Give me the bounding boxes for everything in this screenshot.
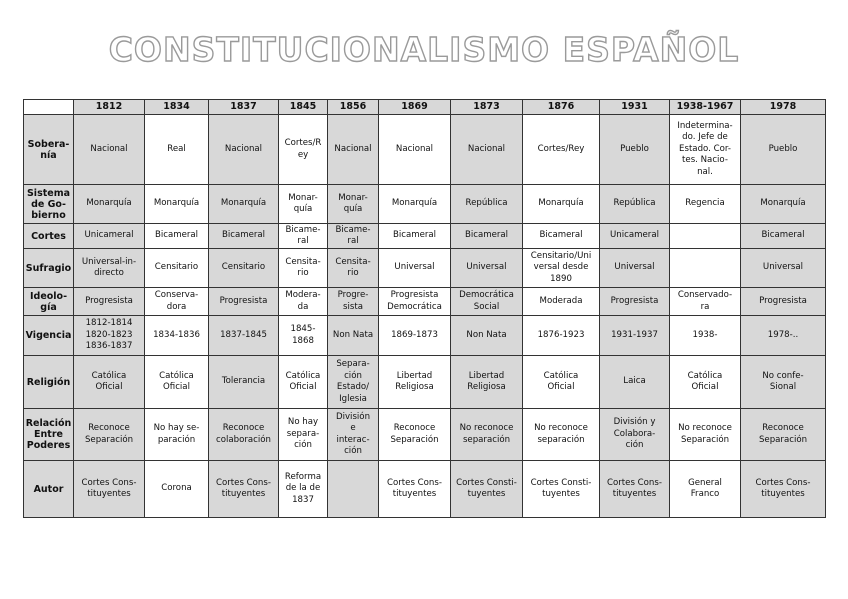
table-row-cortes bbox=[24, 224, 826, 249]
row-label-sistema: Sistema de Go- bierno bbox=[24, 185, 74, 224]
row-label-religion: Religión bbox=[24, 356, 74, 409]
constitutions-table bbox=[23, 99, 826, 518]
table-cell: 1931-1937 bbox=[600, 316, 670, 356]
page-title: CONSTITUCIONALISMO ESPAÑOL bbox=[108, 30, 740, 69]
table-cell: General Franco bbox=[670, 461, 741, 518]
table-cell: No hay separa- ción bbox=[279, 409, 328, 461]
table-cell: Reconoce Separación bbox=[379, 409, 451, 461]
table-cell: Tolerancia bbox=[209, 356, 279, 409]
table-cell: Monarquía bbox=[74, 185, 145, 224]
year-header: 1869 bbox=[379, 100, 451, 115]
table-row-sistema bbox=[24, 185, 826, 224]
year-header: 1837 bbox=[209, 100, 279, 115]
table-cell: Reconoce colaboración bbox=[209, 409, 279, 461]
table-cell bbox=[670, 249, 741, 288]
table-cell: No reconoce Separación bbox=[670, 409, 741, 461]
table-cell: Cortes Consti- tuyentes bbox=[523, 461, 600, 518]
table-cell: Libertad Religiosa bbox=[451, 356, 523, 409]
table-cell: Nacional bbox=[379, 115, 451, 185]
row-label-autor: Autor bbox=[24, 461, 74, 518]
year-header: 1876 bbox=[523, 100, 600, 115]
table-cell: Cortes Consti- tuyentes bbox=[451, 461, 523, 518]
row-label-relacion: Relación Entre Poderes bbox=[24, 409, 74, 461]
table-cell: Monarquía bbox=[145, 185, 209, 224]
table-row-vigencia bbox=[24, 316, 826, 356]
table-cell: Cortes Cons- tituyentes bbox=[74, 461, 145, 518]
table-cell: Censitario bbox=[145, 249, 209, 288]
table-cell: 1876-1923 bbox=[523, 316, 600, 356]
table-cell: No confe- Sional bbox=[741, 356, 826, 409]
table-cell: Universal bbox=[741, 249, 826, 288]
table-row-religion bbox=[24, 356, 826, 409]
table-cell: Bicame- ral bbox=[328, 224, 379, 249]
row-label-ideologia: Ideolo- gía bbox=[24, 288, 74, 316]
table-cell: Progre- sista bbox=[328, 288, 379, 316]
table-cell: Monarquía bbox=[209, 185, 279, 224]
table-cell: Universal bbox=[379, 249, 451, 288]
year-header: 1845 bbox=[279, 100, 328, 115]
table-cell: Nacional bbox=[451, 115, 523, 185]
table-cell: Progresista bbox=[209, 288, 279, 316]
table-cell: Modera- da bbox=[279, 288, 328, 316]
table-cell: Monarquía bbox=[379, 185, 451, 224]
year-header: 1938-1967 bbox=[670, 100, 741, 115]
table-cell: Nacional bbox=[209, 115, 279, 185]
table-cell: Cortes/Rey bbox=[523, 115, 600, 185]
table-cell: Regencia bbox=[670, 185, 741, 224]
table-cell: Censitario bbox=[209, 249, 279, 288]
table-cell: Bicame- ral bbox=[279, 224, 328, 249]
table-cell: Reconoce Separación bbox=[74, 409, 145, 461]
table-cell: Católica Oficial bbox=[145, 356, 209, 409]
year-header: 1856 bbox=[328, 100, 379, 115]
table-cell: No reconoce separación bbox=[451, 409, 523, 461]
table-cell: 1869-1873 bbox=[379, 316, 451, 356]
table-cell: Monarquía bbox=[523, 185, 600, 224]
table-cell: 1845- 1868 bbox=[279, 316, 328, 356]
table-cell: Monar- quía bbox=[328, 185, 379, 224]
table-cell: Indetermina- do. Jefe de Estado. Cor- tes. Nacio- nal. bbox=[670, 115, 741, 185]
table-row-soberania bbox=[24, 115, 826, 185]
table-cell: Nacional bbox=[328, 115, 379, 185]
table-cell: Non Nata bbox=[328, 316, 379, 356]
table-cell: Unicameral bbox=[74, 224, 145, 249]
table-cell: Conservado- ra bbox=[670, 288, 741, 316]
table-cell: División y Colabora- ción bbox=[600, 409, 670, 461]
year-header: 1812 bbox=[74, 100, 145, 115]
row-label-vigencia: Vigencia bbox=[24, 316, 74, 356]
table-cell bbox=[670, 224, 741, 249]
table-cell: Nacional bbox=[74, 115, 145, 185]
table-cell: Separa- ción Estado/ Iglesia bbox=[328, 356, 379, 409]
table-cell: Censita- rio bbox=[279, 249, 328, 288]
table-cell: Monarquía bbox=[741, 185, 826, 224]
year-header: 1873 bbox=[451, 100, 523, 115]
table-cell: No reconoce separación bbox=[523, 409, 600, 461]
table-cell: Cortes Cons- tituyentes bbox=[209, 461, 279, 518]
table-row-autor bbox=[24, 461, 826, 518]
table-cell: Censita- rio bbox=[328, 249, 379, 288]
table-cell: División e interac- ción bbox=[328, 409, 379, 461]
table-cell: Bicameral bbox=[379, 224, 451, 249]
table-cell: Bicameral bbox=[209, 224, 279, 249]
table-cell: Unicameral bbox=[600, 224, 670, 249]
table-cell: Reforma de la de 1837 bbox=[279, 461, 328, 518]
table-cell: Cortes Cons- tituyentes bbox=[600, 461, 670, 518]
table-cell: Libertad Religiosa bbox=[379, 356, 451, 409]
table-cell: Universal bbox=[451, 249, 523, 288]
table-cell: Moderada bbox=[523, 288, 600, 316]
table-cell: Censitario/Uni versal desde 1890 bbox=[523, 249, 600, 288]
table-cell: Bicameral bbox=[145, 224, 209, 249]
table-cell: Non Nata bbox=[451, 316, 523, 356]
table-cell: Católica Oficial bbox=[523, 356, 600, 409]
table-cell: República bbox=[600, 185, 670, 224]
corner-cell bbox=[24, 100, 74, 115]
table-cell: Democrática Social bbox=[451, 288, 523, 316]
table-row-ideologia bbox=[24, 288, 826, 316]
table-cell: Universal bbox=[600, 249, 670, 288]
table-cell: Progresista bbox=[741, 288, 826, 316]
table-cell: Cortes Cons- tituyentes bbox=[379, 461, 451, 518]
table-cell: Progresista bbox=[600, 288, 670, 316]
table-cell: Progresista bbox=[74, 288, 145, 316]
table-cell: Laica bbox=[600, 356, 670, 409]
table-cell: 1812-1814 1820-1823 1836-1837 bbox=[74, 316, 145, 356]
table-cell: Progresista Democrática bbox=[379, 288, 451, 316]
table-cell: Católica Oficial bbox=[670, 356, 741, 409]
table-cell: 1834-1836 bbox=[145, 316, 209, 356]
year-header: 1834 bbox=[145, 100, 209, 115]
table-cell: Corona bbox=[145, 461, 209, 518]
table-cell: 1837-1845 bbox=[209, 316, 279, 356]
table-cell: República bbox=[451, 185, 523, 224]
row-label-cortes: Cortes bbox=[24, 224, 74, 249]
table-cell: Bicameral bbox=[523, 224, 600, 249]
table-cell: Conserva- dora bbox=[145, 288, 209, 316]
table-cell: 1938- bbox=[670, 316, 741, 356]
year-header: 1931 bbox=[600, 100, 670, 115]
table-cell: No hay se- paración bbox=[145, 409, 209, 461]
table-cell: Cortes Cons- tituyentes bbox=[741, 461, 826, 518]
row-label-soberania: Sobera- nía bbox=[24, 115, 74, 185]
table-row-relacion bbox=[24, 409, 826, 461]
table-cell: Bicameral bbox=[741, 224, 826, 249]
table-cell: 1978-.. bbox=[741, 316, 826, 356]
table-cell: Católica Oficial bbox=[74, 356, 145, 409]
table-cell: Real bbox=[145, 115, 209, 185]
table-cell: Cortes/R ey bbox=[279, 115, 328, 185]
table-cell: Bicameral bbox=[451, 224, 523, 249]
header-row bbox=[24, 100, 826, 115]
table-cell bbox=[328, 461, 379, 518]
table-row-sufragio bbox=[24, 249, 826, 288]
table-cell: Universal-in- directo bbox=[74, 249, 145, 288]
row-label-sufragio: Sufragio bbox=[24, 249, 74, 288]
table-cell: Pueblo bbox=[600, 115, 670, 185]
table-cell: Católica Oficial bbox=[279, 356, 328, 409]
year-header: 1978 bbox=[741, 100, 826, 115]
table-cell: Pueblo bbox=[741, 115, 826, 185]
table-cell: Reconoce Separación bbox=[741, 409, 826, 461]
table-cell: Monar- quía bbox=[279, 185, 328, 224]
